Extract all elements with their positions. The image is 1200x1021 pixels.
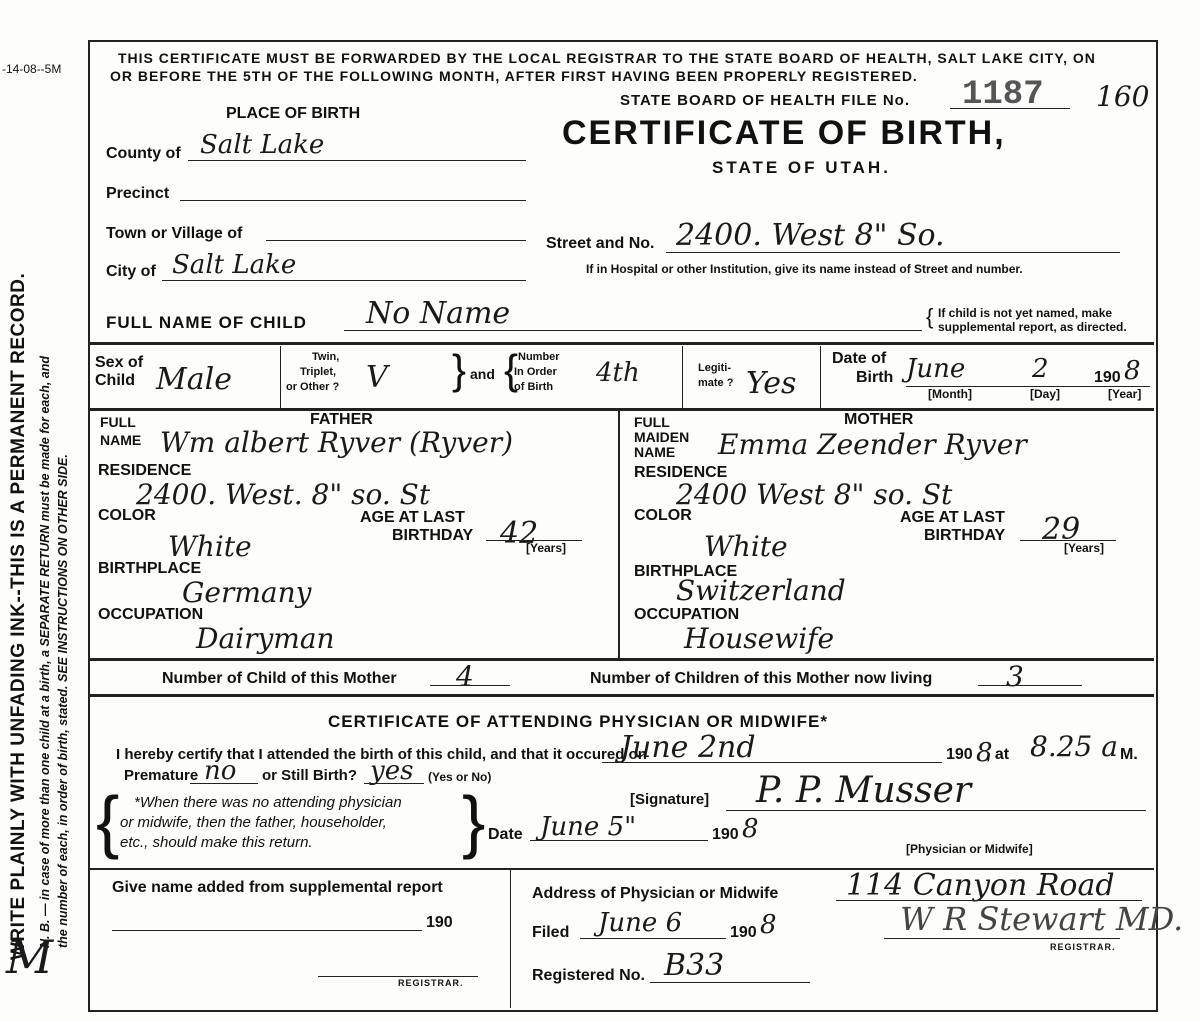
certify-statement: I hereby certify that I attended the birth of this child, and that it occured on — [116, 746, 647, 763]
filed-year-printed: 190 — [730, 924, 757, 941]
father-age-label-2: BIRTHDAY — [392, 527, 474, 544]
twin-brace: } — [452, 346, 467, 393]
order-label-2: In Order — [514, 366, 557, 378]
sex-label-1: Sex of — [95, 354, 144, 371]
twin-label-3: or Other ? — [286, 381, 340, 393]
premature-label: Premature — [124, 767, 199, 784]
order-label-1: Number — [518, 351, 560, 363]
still-birth-value: yes — [370, 756, 414, 786]
rule-4 — [90, 694, 1154, 697]
mother-years-caption: [Years] — [1064, 541, 1105, 555]
registrar-left-caption: REGISTRAR. — [398, 978, 464, 988]
file-number-handwritten: 160 — [1096, 80, 1150, 113]
physician-heading: CERTIFICATE OF ATTENDING PHYSICIAN OR MIDWIFE* — [328, 712, 828, 731]
divider-legit — [820, 346, 821, 408]
mother-age-label-1: AGE AT LAST — [900, 509, 1005, 526]
twin-value: V — [366, 360, 388, 395]
children-living-line — [978, 685, 1082, 686]
mother-maiden-label: MAIDEN — [634, 429, 690, 445]
certify-year-printed: 190 — [946, 746, 973, 763]
city-value: Salt Lake — [172, 250, 297, 280]
order-label-3: of Birth — [514, 381, 554, 393]
father-color-label: COLOR — [98, 507, 156, 524]
certify-year-handwritten: 8 — [976, 738, 993, 768]
mother-birthplace-label: BIRTHPLACE — [634, 563, 738, 580]
state-label: STATE OF UTAH. — [712, 158, 891, 177]
city-line — [162, 280, 526, 281]
mother-occupation-label: OCCUPATION — [634, 606, 740, 623]
street-line — [666, 252, 1120, 253]
street-label: Street and No. — [546, 235, 655, 252]
form-code: -14-08--5M — [2, 62, 62, 76]
notice-line2: OR BEFORE THE 5TH OF THE FOLLOWING MONTH, AFTER FIRST HAVING BEEN PROPERLY REGISTERED. — [110, 68, 918, 84]
signature-label: [Signature] — [630, 791, 710, 808]
father-occupation: Dairyman — [196, 622, 335, 655]
registrar-left-line — [318, 976, 478, 977]
mother-occupation: Housewife — [684, 622, 835, 655]
father-name: Wm albert Ryver (Ryver) — [160, 426, 514, 459]
father-name-label: NAME — [100, 432, 142, 448]
precinct-line — [180, 200, 526, 201]
registrar-signature-line — [884, 938, 1120, 939]
signature-line — [726, 810, 1146, 811]
filed-date: June 6 — [598, 908, 683, 938]
note-brace-right: } — [462, 782, 486, 860]
file-number-label: STATE BOARD OF HEALTH FILE No. — [620, 92, 910, 109]
number-of-child-line — [430, 685, 510, 686]
month-caption: [Month] — [928, 387, 972, 401]
divider-order — [682, 346, 683, 408]
order-value: 4th — [596, 358, 640, 388]
father-occupation-label: OCCUPATION — [98, 606, 204, 623]
dob-label-1: Date of — [832, 350, 887, 367]
day-caption: [Day] — [1030, 387, 1061, 401]
mother-age-label-2: BIRTHDAY — [924, 527, 1006, 544]
sex-label-2: Child — [95, 372, 135, 389]
mother-full-label: FULL — [634, 414, 670, 430]
number-of-child: 4 — [456, 660, 474, 693]
order-brace: { — [504, 346, 519, 393]
dob-label-2: Birth — [856, 369, 894, 386]
place-of-birth-heading: PLACE OF BIRTH — [226, 105, 361, 122]
birth-date-certified: June 2nd — [620, 730, 756, 765]
father-age-label-1: AGE AT LAST — [360, 509, 465, 526]
physician-signature: P. P. Musser — [756, 770, 972, 811]
name-note-1: If child is not yet named, make — [938, 306, 1113, 320]
rule-2 — [90, 408, 1154, 411]
physician-date-line — [530, 840, 708, 841]
registrar-signature: W R Stewart MD. — [900, 900, 1184, 938]
child-name-line — [344, 330, 922, 331]
date-label: Date — [488, 826, 523, 843]
m-label: M. — [1120, 746, 1138, 763]
note-line-1: *When there was no attending physician — [134, 794, 402, 811]
street-note: If in Hospital or other Institution, give its name instead of Street and number. — [586, 262, 1023, 276]
county-line — [188, 160, 526, 161]
rule-6 — [90, 868, 510, 870]
supplemental-line — [112, 930, 422, 931]
city-label: City of — [106, 263, 156, 280]
mother-color: White — [704, 530, 788, 563]
child-name-value: No Name — [366, 296, 511, 331]
dob-year-printed: 190 — [1094, 369, 1121, 386]
father-birthplace-label: BIRTHPLACE — [98, 560, 202, 577]
father-residence-label: RESIDENCE — [98, 462, 192, 479]
file-number-line — [950, 108, 1070, 109]
nb-note-line1: N. B. — in case of more than one child at a birth, a SEPARATE RETURN must be made for each, and — [38, 356, 52, 948]
dob-day: 2 — [1032, 354, 1049, 384]
registered-label: Registered No. — [532, 967, 645, 984]
filed-label: Filed — [532, 924, 570, 941]
physician-date-year-printed: 190 — [712, 826, 739, 843]
legit-value: Yes — [746, 366, 797, 401]
rule-1 — [90, 342, 1154, 345]
street-value: 2400. West 8" So. — [676, 218, 945, 253]
file-number: 1187 — [962, 76, 1044, 114]
father-color: White — [168, 530, 252, 563]
physician-or-midwife-caption: [Physician or Midwife] — [906, 842, 1033, 856]
physician-date: June 5" — [540, 812, 637, 842]
registered-line — [650, 982, 810, 983]
still-birth-label: or Still Birth? — [262, 767, 357, 784]
year-caption: [Year] — [1108, 387, 1142, 401]
registered-number: B33 — [664, 948, 725, 983]
certificate-title: CERTIFICATE OF BIRTH, — [562, 114, 1006, 152]
father-years-caption: [Years] — [526, 541, 567, 555]
note-brace-left: { — [96, 782, 120, 860]
mother-name-label: NAME — [634, 444, 676, 460]
premature-value: no — [204, 756, 237, 786]
legit-label-1: Legiti- — [698, 362, 731, 374]
mother-age: 29 — [1042, 512, 1081, 547]
supplemental-year: 190 — [426, 914, 453, 931]
physician-address: 114 Canyon Road — [846, 868, 1115, 903]
father-heading: FATHER — [310, 411, 373, 428]
dob-year-handwritten: 8 — [1124, 356, 1141, 386]
note-line-3: etc., should make this return. — [120, 834, 313, 851]
mother-heading: MOTHER — [844, 411, 914, 428]
county-value: Salt Lake — [200, 130, 325, 160]
at-label: , at — [986, 746, 1010, 763]
legit-label-2: mate ? — [698, 377, 734, 389]
mother-residence-label: RESIDENCE — [634, 464, 728, 481]
margin-handwritten-mark: M — [6, 930, 54, 984]
town-line — [266, 240, 526, 241]
twin-label-1: Twin, — [312, 351, 340, 363]
child-name-label: FULL NAME OF CHILD — [106, 313, 307, 332]
county-label: County of — [106, 145, 181, 162]
children-living: 3 — [1006, 660, 1024, 693]
divider-sex — [280, 346, 281, 408]
sex-value: Male — [156, 362, 232, 397]
filed-year-handwritten: 8 — [760, 910, 777, 940]
number-of-child-label: Number of Child of this Mother — [162, 670, 397, 687]
physician-date-year-handwritten: 8 — [742, 814, 759, 844]
father-birthplace: Germany — [182, 576, 312, 609]
parents-divider — [618, 411, 620, 658]
children-living-label: Number of Children of this Mother now living — [590, 670, 933, 687]
father-age: 42 — [500, 516, 539, 551]
twin-label-2: Triplet, — [300, 366, 337, 378]
mother-birthplace: Switzerland — [676, 574, 846, 607]
permanent-record-notice: WRITE PLAINLY WITH UNFADING INK--THIS IS A PERMANENT RECORD. — [8, 272, 29, 960]
premature-line — [190, 783, 258, 784]
footer-divider — [510, 870, 511, 1008]
certify-date-line — [602, 762, 942, 763]
address-label: Address of Physician or Midwife — [532, 885, 779, 902]
father-full-label: FULL — [100, 414, 136, 430]
still-birth-line — [364, 783, 424, 784]
precinct-label: Precinct — [106, 185, 170, 202]
notice-line1: THIS CERTIFICATE MUST BE FORWARDED BY THE LOCAL REGISTRAR TO THE STATE BOARD OF HEALTH, SALT LAKE CITY, ON — [118, 50, 1096, 66]
rule-3 — [90, 658, 1154, 661]
filed-line — [580, 938, 726, 939]
birth-time: 8.25 a — [1030, 730, 1118, 763]
registrar-right-caption: REGISTRAR. — [1050, 942, 1116, 952]
yes-no-caption: (Yes or No) — [428, 770, 492, 784]
name-note-2: supplemental report, as directed. — [938, 320, 1127, 334]
note-line-2: or midwife, then the father, householder, — [120, 814, 387, 831]
name-brace: { — [926, 304, 934, 329]
mother-residence: 2400 West 8" so. St — [676, 478, 953, 511]
and-label: and — [470, 366, 495, 382]
supplemental-label: Give name added from supplemental report — [112, 879, 443, 896]
nb-note-line2: the number of each, in order of birth, stated. SEE INSTRUCTIONS ON OTHER SIDE. — [56, 454, 70, 948]
mother-color-label: COLOR — [634, 507, 692, 524]
dob-month: June — [906, 354, 966, 384]
town-label: Town or Village of — [106, 225, 243, 242]
father-residence: 2400. West. 8" so. St — [136, 478, 431, 511]
mother-name: Emma Zeender Ryver — [718, 428, 1027, 461]
